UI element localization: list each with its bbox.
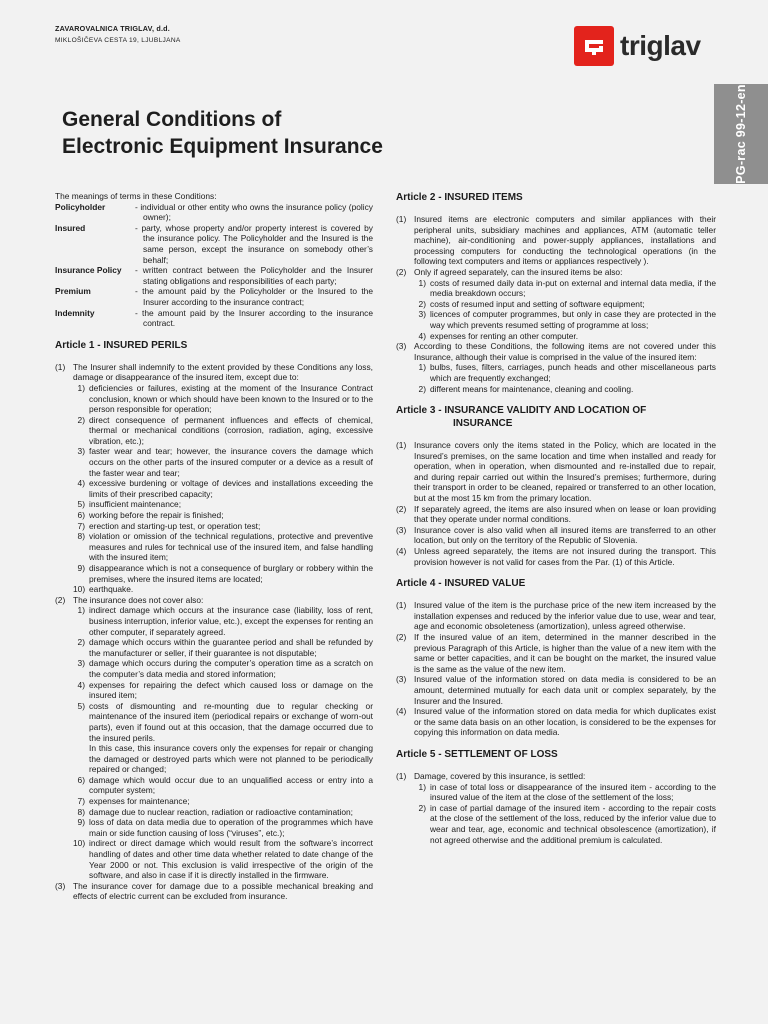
item-text: in case of total loss or disappearance of the insured item - according to the insured value of the item at the close of the settlement of the loss; xyxy=(430,781,716,803)
article-5-title: Article 5 - SETTLEMENT OF LOSS xyxy=(396,748,558,760)
definition-term: Insured xyxy=(55,222,86,233)
paragraph-number: (3) xyxy=(396,524,407,535)
logo-text: triglav xyxy=(620,30,701,61)
paragraph xyxy=(396,674,716,706)
item-number: 1) xyxy=(418,277,426,288)
paragraph xyxy=(396,267,716,278)
list-item xyxy=(73,563,373,584)
paragraph-text: According to these Conditions, the following items are not covered under this Insurance, although their value is comprised in the value of the insured item: xyxy=(414,341,716,362)
right-column xyxy=(396,191,716,845)
item-number: 3) xyxy=(418,309,426,320)
paragraph xyxy=(55,595,373,606)
list-item xyxy=(73,807,373,818)
list-item xyxy=(73,531,373,563)
definition-text: - the amount paid by the Insurer according to the insurance contract. xyxy=(135,307,373,329)
item-number: 2) xyxy=(77,637,85,648)
item-text: different means for maintenance, cleaning and cooling. xyxy=(430,383,634,394)
item-number: 5) xyxy=(77,700,85,711)
paragraph xyxy=(55,362,373,383)
company-address: MIKLOŠIČEVA CESTA 19, LJUBLJANA xyxy=(55,37,181,44)
definition-text: - individual or other entity who owns the insurance policy (policy owner); xyxy=(135,201,373,223)
item-text: faster wear and tear; however, the insurance covers the damage which occurs on the other parts of the insured computer or a device as a result of the faster wear and tear; xyxy=(89,446,373,478)
definition-row xyxy=(55,223,373,265)
list-item xyxy=(414,362,716,383)
article-3-title-line-1: Article 3 - INSURANCE VALIDITY AND LOCATION OF xyxy=(396,405,647,417)
paragraph-text: Insurance cover is also valid when all insured items are transferred to an other location, but only on the territory of the Republic of Slovenia. xyxy=(414,524,716,546)
list-item xyxy=(73,680,373,701)
item-number: 1) xyxy=(418,362,426,373)
paragraph-text: Insured items are electronic computers and similar appliances with their peripheral units, subsidiary machines and appliances, ATM (automatic teller machine), air-conditioning and power-supply appliances, installations and processing computers for conducting the technological operations (in the following text computers and items or appliances respectively ). xyxy=(414,214,716,267)
document-code: PG-rac 99-12-en xyxy=(734,84,748,184)
item-text: damage due to nuclear reaction, radiation or radioactive contamination; xyxy=(89,806,353,817)
paragraph-text: Insured value of the information stored on data media for which duplicates exist or the same data basis on an other location, is considered to be the expenses for copying this information on data media. xyxy=(414,706,716,738)
paragraph-number: (1) xyxy=(396,770,407,781)
definition-term: Premium xyxy=(55,286,91,297)
paragraph-text: The Insurer shall indemnify to the extent provided by these Conditions any loss, damage or disappearance of the insured item, except due to: xyxy=(73,361,373,383)
paragraph xyxy=(396,214,716,267)
item-number: 2) xyxy=(77,414,85,425)
definition-text: - written contract between the Policyholder and the Insurer stating obligations and responsibilities of each party; xyxy=(135,265,373,286)
paragraph-text: Unless agreed separately, the items are not insured during the transport. This provision however is not valid for cases from the Par. (1) of this Article. xyxy=(414,546,716,567)
paragraph xyxy=(396,600,716,632)
item-number: 10) xyxy=(73,838,86,849)
item-number: 7) xyxy=(77,520,85,531)
list-item xyxy=(414,384,716,395)
item-number: 1) xyxy=(77,605,85,616)
item-number: 6) xyxy=(77,774,85,785)
paragraph-number: (1) xyxy=(396,600,407,611)
list-item xyxy=(73,510,373,521)
paragraph-number: (3) xyxy=(396,674,407,685)
list-item xyxy=(73,743,373,775)
item-text: direct consequence of permanent influences and effects of chemical, thermal or mechanical conditions (corrosion, radiation, aging, excessive vibration, etc.); xyxy=(89,414,373,446)
item-number: 10) xyxy=(73,584,86,595)
item-text: costs of dismounting and re-mounting due to regular checking or maintenance of the insured item (periodical repairs or exchange of worn-out parts), even if found out at this occasion, that the damage occurred due to the insured perils. xyxy=(89,700,373,743)
paragraph xyxy=(396,706,716,738)
list-item xyxy=(73,838,373,880)
item-text: violation or omission of the technical regulations, protective and preventive measures and rules for technical use of the insured item, and false handling with the insured item; xyxy=(89,531,373,563)
item-text: insufficient maintenance; xyxy=(89,499,182,510)
paragraph-number: (2) xyxy=(55,594,66,605)
item-text: In this case, this insurance covers only the expenses for repair or changing the damaged or destroyed parts which were not planned to be periodically repaired or changed; xyxy=(89,743,373,775)
triglav-logo-mark-icon xyxy=(574,26,614,66)
list-item xyxy=(414,278,716,299)
item-text: loss of data on data media due to operation of the programmes which have main or side function causing of loss (“viruses”, etc.); xyxy=(89,817,373,838)
item-number: 1) xyxy=(418,781,426,792)
item-text: in case of partial damage of the insured item - according to the repair costs at the close of the settlement of the loss, reduced by the inferior value due to wear and tear, age, economic and technical obsolescence (amortization), if not agreed otherwise and the additional premium is calculated. xyxy=(430,802,716,845)
definitions-intro: The meanings of terms in these Conditions: xyxy=(55,191,217,201)
paragraph-text: If the insured value of an item, determined in the manner described in the previous Paragraph of this Article, is higher than the value of a new item with the same or better capacities, and it can be bought on the market, the insured value is the same as the value of the new item. xyxy=(414,632,716,674)
definition-text: - party, whose property and/or property interest is covered by the insurance policy. The Policyholder and the Insured is the same person, except the insurance on somebody other’s behalf; xyxy=(135,222,373,265)
article-1-title: Article 1 - INSURED PERILS xyxy=(55,339,188,351)
paragraph xyxy=(396,504,716,525)
list-item xyxy=(73,521,373,532)
item-number: 2) xyxy=(418,383,426,394)
definition-term: Indemnity xyxy=(55,307,95,318)
item-number xyxy=(73,743,89,775)
item-number: 4) xyxy=(418,330,426,341)
paragraph-number: (2) xyxy=(396,266,407,277)
paragraph-number: (4) xyxy=(396,706,407,717)
definition-term: Insurance Policy xyxy=(55,265,122,276)
sub-item-list xyxy=(396,278,716,342)
paragraph-number: (1) xyxy=(396,440,407,451)
item-text: bulbs, fuses, filters, carriages, punch heads and other miscellaneous parts which are frequently exchanged; xyxy=(430,362,716,383)
paragraph xyxy=(396,341,716,362)
paragraph xyxy=(396,632,716,674)
paragraph-text: Insurance covers only the items stated in the Policy, which are located in the Insured’s premises, on the same location and time when installed and ready for operation, when in operation, when dismounted and re-installed due to repair, and during repair carried out within the Insured’s premises; furthermore, during their transport in order to be cleaned, repaired or transferred to an other location, but at the most 15 km from the primary location. xyxy=(414,440,716,504)
item-number: 3) xyxy=(77,658,85,669)
item-number: 8) xyxy=(77,806,85,817)
left-column xyxy=(55,191,373,902)
paragraph-number: (2) xyxy=(396,503,407,514)
paragraph xyxy=(55,881,373,902)
list-item xyxy=(414,331,716,342)
item-number: 2) xyxy=(418,802,426,813)
list-item xyxy=(414,803,716,845)
list-item xyxy=(73,775,373,796)
paragraph-text: The insurance does not cover also: xyxy=(73,594,204,605)
list-item xyxy=(73,499,373,510)
item-text: expenses for maintenance; xyxy=(89,796,190,807)
item-number: 9) xyxy=(77,817,85,828)
paragraph-number: (2) xyxy=(396,632,407,642)
paragraph-text: Only if agreed separately, can the insured items be also: xyxy=(414,266,623,277)
paragraph-number: (3) xyxy=(55,880,66,891)
title-line-1: General Conditions of xyxy=(62,108,282,131)
item-text: damage which would occur due to an unqualified access or entry into a computer system; xyxy=(89,774,373,796)
item-text: earthquake. xyxy=(89,584,134,595)
article-2-title: Article 2 - INSURED ITEMS xyxy=(396,192,523,203)
definition-row xyxy=(55,308,373,329)
item-number: 8) xyxy=(77,531,85,542)
item-text: costs of resumed input and setting of software equipment; xyxy=(430,298,645,309)
list-item xyxy=(73,637,373,658)
item-number: 2) xyxy=(418,298,426,309)
item-number: 7) xyxy=(77,796,85,807)
definition-term: Policyholder xyxy=(55,201,106,212)
item-number: 4) xyxy=(77,478,85,489)
paragraph-number: (1) xyxy=(55,361,66,372)
paragraph-text: Insured value of the information stored on data media is considered to be an amount, determined mutually for each data unit or complex separately, by the Insurer and the Insured. xyxy=(414,674,716,706)
list-item xyxy=(414,309,716,330)
item-number: 3) xyxy=(77,446,85,457)
paragraph-number: (4) xyxy=(396,546,407,557)
article-4-title: Article 4 - INSURED VALUE xyxy=(396,578,526,590)
item-text: erection and starting-up test, or operation test; xyxy=(89,520,261,531)
article-3-title xyxy=(396,404,716,430)
paragraph-number: (1) xyxy=(396,214,407,224)
list-item xyxy=(73,605,373,637)
item-text: deficiencies or failures, existing at the moment of the Insurance Contract conclusion, known or which should have been known to the Insured or to the person responsible for operation; xyxy=(89,382,373,415)
item-number: 4) xyxy=(77,679,85,690)
item-text: damage which occurs within the guarantee period and shall be refunded by the manufacturer or seller, if their guarantee is not disputable; xyxy=(89,637,373,658)
list-item xyxy=(73,817,373,838)
list-item xyxy=(73,584,373,595)
list-item xyxy=(73,796,373,807)
item-number: 1) xyxy=(77,382,85,393)
triglav-logo xyxy=(574,26,701,66)
definitions-list xyxy=(55,202,373,329)
item-number: 5) xyxy=(77,499,85,510)
sub-item-list xyxy=(396,362,716,394)
definition-row xyxy=(55,202,373,223)
article-3-title-line-2: INSURANCE xyxy=(453,418,513,430)
item-text: expenses for renting an other computer. xyxy=(430,330,579,341)
item-text: excessive burdening or voltage of devices and installations exceeding the limits of their prescribed capacity; xyxy=(89,478,373,499)
paragraph-number: (3) xyxy=(396,341,407,352)
paragraph-text: The insurance cover for damage due to a possible mechanical breaking and effects of electric current can be excluded from insurance. xyxy=(73,880,373,902)
item-text: expenses for repairing the defect which caused loss or damage on the insured item; xyxy=(89,679,373,701)
paragraph xyxy=(396,771,716,782)
paragraph xyxy=(396,546,716,567)
paragraph xyxy=(396,440,716,504)
list-item xyxy=(73,415,373,447)
list-item xyxy=(414,299,716,310)
item-text: costs of resumed daily data in-put on external and internal data media, if the media breakdown occurs; xyxy=(430,277,716,299)
sub-item-list xyxy=(396,782,716,846)
page-title xyxy=(62,106,383,160)
paragraph-text: Damage, covered by this insurance, is settled: xyxy=(414,770,586,781)
title-line-2: Electronic Equipment Insurance xyxy=(62,135,383,158)
item-text: damage which occurs during the computer’s operation time as a scratch on the computer’s data media and stored information; xyxy=(89,658,373,679)
list-item xyxy=(73,478,373,499)
item-text: indirect damage which occurs at the insurance case (liability, loss of rent, business interruption, inferior value, etc.), except the expenses for renting an other computer, if separately agreed. xyxy=(89,605,373,637)
list-item xyxy=(73,658,373,679)
item-number: 6) xyxy=(77,510,85,521)
definition-text: - the amount paid by the Policyholder or the Insured to the Insurer according to the insurance contract; xyxy=(135,286,373,307)
company-header xyxy=(55,24,181,44)
paragraph-text: Insured value of the item is the purchase price of the new item increased by the installation expenses and reduced by the inferior value due to use, wear and tear, age and economic obsoleteness (amortization), unless agreed otherwise. xyxy=(414,600,716,632)
company-name: ZAVAROVALNICA TRIGLAV, d.d. xyxy=(55,24,170,33)
sub-item-list xyxy=(55,605,373,880)
item-text: working before the repair is finished; xyxy=(89,510,224,521)
list-item xyxy=(414,782,716,803)
list-item xyxy=(73,446,373,478)
sub-item-list xyxy=(55,383,373,595)
list-item xyxy=(73,383,373,415)
paragraph-text: If separately agreed, the items are also insured when on lease or loan providing that they operate under normal conditions. xyxy=(414,503,716,525)
item-text: indirect or direct damage which would result from the software’s incorrect handling of dates and other time data whether related to date change of the Year 2000 or not. This exclusion is valid irrespective of the origin of the software, and also in case if it is directly installed in the firmware. xyxy=(89,838,373,881)
definition-row xyxy=(55,286,373,307)
item-text: licences of computer programmes, but only in case they are protected in the way which prevents resumed setting of programme at loss; xyxy=(430,309,716,330)
item-number: 9) xyxy=(77,563,85,573)
definition-row xyxy=(55,265,373,286)
document-code-tab xyxy=(714,84,768,184)
paragraph xyxy=(396,525,716,546)
list-item xyxy=(73,701,373,743)
item-text: disappearance which is not a consequence of burglary or robbery within the premises, where the insured items are located; xyxy=(89,563,373,584)
